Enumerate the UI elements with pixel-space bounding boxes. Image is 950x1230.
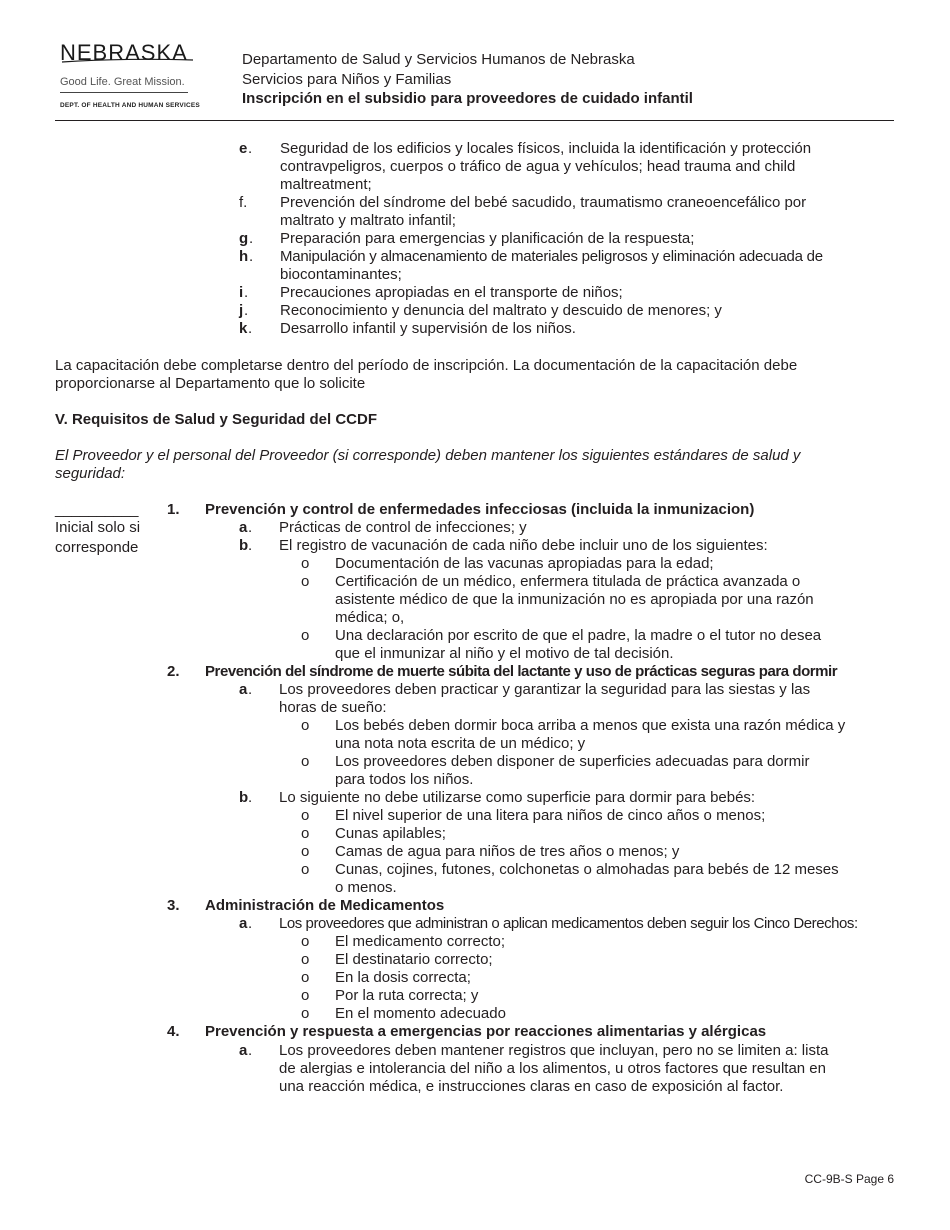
bullet-icon: o (301, 717, 310, 734)
bullet-text: Los proveedores deben disponer de superficies adecuadas para dormir (335, 753, 810, 770)
page-footer: CC-9B-S Page 6 (804, 1172, 894, 1186)
logo-divider (60, 92, 188, 93)
bullet-text: Una declaración por escrito de que el padre, la madre o el tutor no desea (335, 627, 822, 644)
section-intro: El Proveedor y el personal del Proveedor (si corresponde) deben mantener los siguientes estándares de salud y (55, 447, 801, 464)
sub-marker: b (239, 789, 249, 806)
logo-wordmark: NEBRASKA (60, 40, 188, 65)
bullet-text: El destinatario correcto; (335, 951, 493, 968)
list-marker: h (239, 248, 249, 265)
list-item-text: biocontaminantes; (280, 266, 402, 283)
bullet-icon: o (301, 555, 310, 572)
bullet-text: En la dosis correcta; (335, 969, 471, 986)
list-marker: k (239, 320, 248, 337)
list-marker: e (239, 140, 248, 157)
section-intro: seguridad: (55, 465, 126, 482)
list-marker: j (239, 302, 244, 319)
bullet-icon: o (301, 951, 310, 968)
list-marker: i (239, 284, 244, 301)
sub-text: Lo siguiente no debe utilizarse como superficie para dormir para bebés: (279, 789, 756, 806)
header-dept: Departamento de Salud y Servicios Humanos de Nebraska (242, 51, 635, 68)
sub-marker: a (239, 681, 248, 698)
bullet-icon: o (301, 825, 310, 842)
logo-swoosh-icon (60, 56, 195, 66)
list-marker: f. (239, 194, 248, 211)
bullet-icon: o (301, 807, 310, 824)
bullet-text: médica; o, (335, 609, 405, 626)
bullet-text: Cunas, cojines, futones, colchonetas o almohadas para bebés de 12 meses (335, 861, 839, 878)
item-number: 3. (167, 897, 180, 914)
list-item-text: Prevención del síndrome del bebé sacudido, traumatismo craneoencefálico por (280, 194, 807, 211)
initial-label: corresponde (55, 539, 139, 556)
bullet-icon: o (301, 987, 310, 1004)
sub-text: Los proveedores que administran o aplican medicamentos deben seguir los Cinco Derechos: (279, 915, 858, 932)
bullet-text: que el inmunizar al niño y el motivo de tal decisión. (335, 645, 674, 662)
list-item-text: Precauciones apropiadas en el transporte de niños; (280, 284, 623, 301)
bullet-icon: o (301, 627, 310, 644)
header-rule (55, 120, 894, 121)
bullet-text: Por la ruta correcta; y (335, 987, 479, 1004)
logo-dept: DEPT. OF HEALTH AND HUMAN SERVICES (60, 102, 200, 109)
list-item-text: Desarrollo infantil y supervisión de los niños. (280, 320, 576, 337)
sub-text: horas de sueño: (279, 699, 387, 716)
bullet-text: para todos los niños. (335, 771, 474, 788)
item-number: 2. (167, 663, 180, 680)
training-note: La capacitación debe completarse dentro del período de inscripción. La documentación de la capacitación debe (55, 357, 798, 374)
header-division: Servicios para Niños y Familias (242, 71, 452, 88)
bullet-text: En el momento adecuado (335, 1005, 506, 1022)
training-note: proporcionarse al Departamento que lo solicite (55, 375, 366, 392)
list-item-text: maltreatment; (280, 176, 372, 193)
item-title: Prevención del síndrome de muerte súbita del lactante y uso de prácticas seguras para dormir (205, 663, 838, 680)
bullet-text: una nota nota escrita de un médico; y (335, 735, 586, 752)
list-item-text: contravpeligros, cuerpos o tráfico de agua y vehículos; head trauma and child (280, 158, 796, 175)
bullet-icon: o (301, 933, 310, 950)
bullet-icon: o (301, 573, 310, 590)
list-item-text: Preparación para emergencias y planificación de la respuesta; (280, 230, 695, 247)
bullet-text: o menos. (335, 879, 397, 896)
sub-text: Los proveedores deben mantener registros que incluyan, pero no se limiten a: lista (279, 1042, 829, 1059)
bullet-icon: o (301, 843, 310, 860)
bullet-text: Documentación de las vacunas apropiadas para la edad; (335, 555, 714, 572)
sub-marker: a (239, 915, 248, 932)
list-item-text: maltrato y maltrato infantil; (280, 212, 456, 229)
sub-text: de alergias e intolerancia del niño a los alimentos, u otros factores que resultan en (279, 1060, 826, 1077)
bullet-text: Los bebés deben dormir boca arriba a menos que exista una razón médica y (335, 717, 846, 734)
sub-marker: a (239, 519, 248, 536)
bullet-icon: o (301, 753, 310, 770)
item-number: 1. (167, 501, 180, 518)
list-item-text: Manipulación y almacenamiento de materiales peligrosos y eliminación adecuada de (280, 248, 823, 265)
item-title: Prevención y respuesta a emergencias por reacciones alimentarias y alérgicas (205, 1023, 767, 1040)
section-title: V. Requisitos de Salud y Seguridad del CCDF (55, 411, 378, 428)
sub-marker: b (239, 537, 249, 554)
sub-marker: a (239, 1042, 248, 1059)
bullet-text: El medicamento correcto; (335, 933, 506, 950)
bullet-text: El nivel superior de una litera para niños de cinco años o menos; (335, 807, 766, 824)
bullet-icon: o (301, 861, 310, 878)
logo-tagline: Good Life. Great Mission. (60, 76, 185, 88)
bullet-icon: o (301, 969, 310, 986)
list-item-text: Seguridad de los edificios y locales físicos, incluida la identificación y protección (280, 140, 812, 157)
bullet-text: Cunas apilables; (335, 825, 446, 842)
item-title: Administración de Medicamentos (205, 897, 445, 914)
header-form-title: Inscripción en el subsidio para proveedores de cuidado infantil (242, 90, 693, 107)
item-number: 4. (167, 1023, 180, 1040)
list-marker: g (239, 230, 249, 247)
bullet-text: asistente médico de que la inmunización no es apropiada por una razón (335, 591, 814, 608)
bullet-text: Certificación de un médico, enfermera titulada de práctica avanzada o (335, 573, 801, 590)
bullet-text: Camas de agua para niños de tres años o menos; y (335, 843, 680, 860)
sub-text: El registro de vacunación de cada niño debe incluir uno de los siguientes: (279, 537, 768, 554)
sub-text: una reacción médica, e instrucciones claras en caso de exposición al factor. (279, 1078, 784, 1095)
sub-text: Los proveedores deben practicar y garantizar la seguridad para las siestas y las (279, 681, 811, 698)
list-item-text: Reconocimiento y denuncia del maltrato y descuido de menores; y (280, 302, 722, 319)
initial-label: Inicial solo si (55, 519, 141, 536)
sub-text: Prácticas de control de infecciones; y (279, 519, 527, 536)
bullet-icon: o (301, 1005, 310, 1022)
initial-line[interactable]: __________ (55, 501, 139, 518)
item-title: Prevención y control de enfermedades infecciosas (incluida la inmunizacion) (205, 501, 755, 518)
